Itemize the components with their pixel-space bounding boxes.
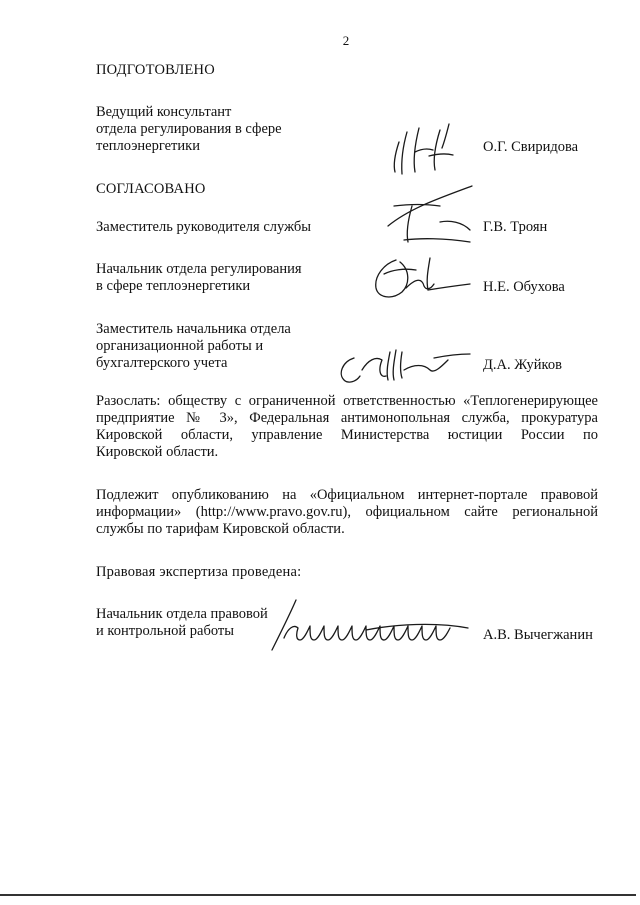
- signatory-name: Н.Е. Обухова: [483, 279, 565, 295]
- signatory-name: Г.В. Троян: [483, 219, 548, 235]
- agreed-position: [96, 261, 336, 295]
- position-line: Заместитель начальника отдела: [96, 321, 291, 337]
- bottom-edge-line: [0, 894, 636, 896]
- agreed-position: [96, 321, 336, 372]
- page-number: 2: [342, 33, 350, 48]
- distribution-paragraph: [96, 393, 598, 461]
- publication-paragraph: [96, 487, 598, 538]
- position-line: и контрольной работы: [96, 623, 234, 639]
- signatory-name: А.В. Вычегжанин: [483, 627, 593, 643]
- distribution-line: Кировской области.: [96, 444, 219, 460]
- position-line: Начальник отдела правовой: [96, 606, 268, 622]
- signature-sviridova: [385, 122, 465, 182]
- signature-troyan: [380, 182, 480, 252]
- publication-line: Подлежит опубликованию на «Официальном интернет-портале правовой: [96, 487, 598, 503]
- position-line: Начальник отдела регулирования: [96, 261, 302, 277]
- publication-line: информации» (http://www.pravo.gov.ru), официальном сайте региональной: [96, 504, 598, 520]
- position-line: бухгалтерского учета: [96, 355, 228, 371]
- signature-zhuykov: [334, 340, 474, 390]
- distribution-line: Разослать: обществу с ограниченной ответственностью «Теплогенерирующее: [96, 393, 598, 409]
- publication-line: службы по тарифам Кировской области.: [96, 521, 345, 537]
- agreed-position: [96, 219, 336, 236]
- signatory-name: Д.А. Жуйков: [483, 357, 562, 373]
- legal-review-statement: Правовая экспертиза проведена:: [96, 564, 302, 580]
- position-line: Ведущий консультант: [96, 104, 232, 120]
- position-line: организационной работы и: [96, 338, 264, 354]
- agreed-heading: СОГЛАСОВАНО: [96, 181, 206, 197]
- prepared-position: [96, 104, 336, 155]
- distribution-line: Кировской области, управление Министерства юстиции России по: [96, 427, 598, 443]
- position-line: отдела регулирования в сфере: [96, 121, 282, 137]
- position-line: в сфере теплоэнергетики: [96, 278, 251, 294]
- signature-vychegzhanin: [266, 594, 472, 658]
- distribution-line: предприятие № 3», Федеральная антимонопольная служба, прокуратура: [96, 410, 598, 426]
- signatory-name: О.Г. Свиридова: [483, 139, 579, 155]
- position-line: Заместитель руководителя службы: [96, 219, 312, 235]
- position-line: теплоэнергетики: [96, 138, 200, 154]
- signature-obukhova: [366, 248, 476, 308]
- prepared-heading: ПОДГОТОВЛЕНО: [96, 62, 215, 78]
